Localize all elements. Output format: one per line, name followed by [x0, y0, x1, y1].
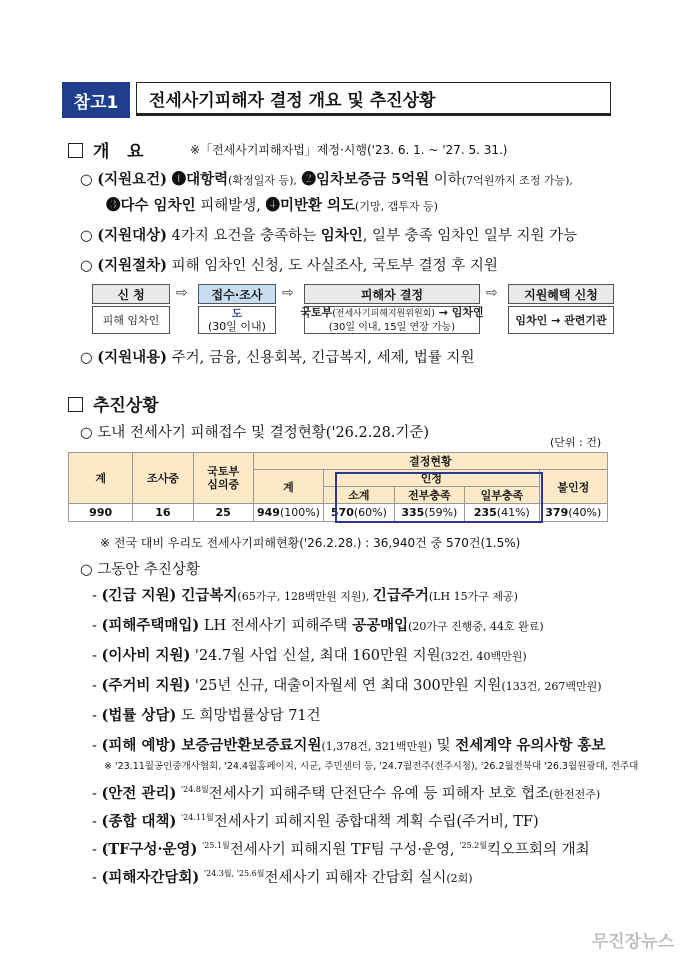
cell-partial: 235(41%) [465, 504, 540, 522]
table-row [69, 504, 608, 522]
cell-decision-total: 949(100%) [253, 504, 323, 522]
flow-step-decision-body: 국토부(전세사기피해지원위원회) → 임차인 (30일 이내, 15일 연장 가능) [300, 306, 484, 333]
checkbox-square-icon [68, 397, 83, 412]
cell-investigating: 16 [133, 504, 193, 522]
support-content-line: ○ (지원내용) 주거, 금융, 신용회복, 긴급복지, 세제, 법률 지원 [80, 349, 475, 366]
flow-step-benefit-head: 지원혜택 신청 [508, 284, 614, 304]
list-item: - (주거비 지원) '25년 신규, 대출이자월세 연 최대 300만원 지원(133건, 267백만원) [92, 677, 602, 694]
checkbox-square-icon [68, 143, 83, 158]
col-partial-header: 일부충족 [465, 487, 540, 504]
cell-subtotal: 570(60%) [324, 504, 394, 522]
list-item: - (종합 대책) $^{'24.11월}$전세사기 피해지원 종합대책 계획 수립(주거비, TF) [92, 813, 539, 830]
flow-step-benefit-body: 임차인 → 관련기관 [508, 306, 614, 334]
support-target-line: ○ (지원대상) 4가지 요건을 충족하는 임차인, 일부 충족 임차인 일부 지원 가능 [80, 227, 578, 244]
page-title: 전세사기피해자 결정 개요 및 추진상황 [136, 82, 611, 116]
cell-full: 335(59%) [394, 504, 464, 522]
overview-heading: 개 요 [68, 137, 144, 162]
list-item: - (TF구성·운영) $^{'25.1월}$전세사기 피해지원 TF팀 구성·운영, $^{'25.2월}$킥오프회의 개최 [92, 841, 590, 858]
col-investigating-header: 조사중 [133, 453, 193, 504]
col-subtotal-header: 소계 [324, 487, 394, 504]
support-procedure-line: ○ (지원절차) 피해 임차인 신청, 도 사실조사, 국토부 결정 후 지원 [80, 257, 498, 274]
list-item: - (안전 관리) $^{'24.8월}$전세사기 피해주택 단전단수 유예 등 피해자 보호 협조(한전전주) [92, 785, 601, 802]
list-item: - (법률 상담) 도 희망법률상담 71건 [92, 707, 321, 724]
law-note: ※「전세사기피해자법」제정·시행('23. 6. 1. ~ '27. 5. 31.) [190, 143, 508, 157]
flow-step-apply-head: 신 청 [92, 284, 170, 304]
cell-rejected: 379(40%) [539, 504, 607, 522]
national-note: ※ 전국 대비 우리도 전세사기피해현황('26.2.28.) : 36,940건 중 570건(1.5%) [100, 536, 521, 550]
flow-step-decision-head: 피해자 결정 [304, 284, 480, 304]
col-total-header: 계 [69, 453, 133, 504]
col-decision-total-header: 계 [253, 470, 323, 504]
reference-badge: 참고1 [62, 82, 130, 118]
col-decision-header: 결정현황 [253, 453, 607, 470]
unit-label: (단위 : 건) [550, 436, 602, 449]
list-item: - (이사비 지원) '24.7월 사업 신설, 최대 160만원 지원(32건, 40백만원) [92, 647, 527, 664]
col-full-header: 전부충족 [394, 487, 464, 504]
progress-subtitle-2: ○ 그동안 추진상황 [80, 562, 200, 578]
arrow-right-icon: ⇨ [282, 285, 294, 301]
col-molit-header: 국토부 심의중 [193, 453, 253, 504]
arrow-right-icon: ⇨ [176, 285, 188, 301]
requirement-line-2: ❸다수 임차인 피해발생, ❹미반환 의도(기망, 갭투자 등) [106, 197, 438, 214]
progress-subtitle: ○ 도내 전세사기 피해접수 및 결정현황('26.2.28.기준) [80, 425, 430, 441]
list-item: - (긴급 지원) 긴급복지(65가구, 128백만원 지원), 긴급주거(LH 15가구 제공) [92, 587, 518, 604]
col-rejected-header: 불인정 [539, 470, 607, 504]
list-item: - (피해주택매입) LH 전세사기 피해주택 공공매입(20가구 진행중, 44호 완료) [92, 617, 544, 634]
arrow-right-icon: ⇨ [486, 285, 498, 301]
list-item: - (피해 예방) 보증금반환보증료지원(1,378건, 321백만원) 및 전세계약 유의사항 홍보 [92, 737, 606, 754]
requirement-line-1: ○ (지원요건) ❶대항력(확정일자 등), ❷임차보증금 5억원 이하(7억원까지 조정 가능), [80, 171, 573, 188]
flow-step-receive-head: 접수·조사 [198, 284, 276, 304]
flow-step-apply-body: 피해 임차인 [92, 306, 170, 334]
list-item: - (피해자간담회) $^{'24.3월, '25.6월}$전세사기 피해자 간담회 실시(2회) [92, 869, 473, 886]
cell-molit: 25 [193, 504, 253, 522]
progress-heading: 추진상황 [68, 391, 159, 416]
cell-total: 990 [69, 504, 133, 522]
status-table [68, 452, 608, 522]
col-approved-header: 인정 [324, 470, 539, 487]
prevent-note: ※ '23.11월공인중개사협회, '24.4월홈페이지, 시군, 주민센터 등, '24.7월전주(전주시청), '26.2월전북대 '26.3월원광대, 전주대 [104, 761, 639, 772]
watermark-logo: 무진장뉴스 [591, 932, 674, 952]
flow-step-receive-body: 도 (30일 이내) [198, 306, 276, 334]
